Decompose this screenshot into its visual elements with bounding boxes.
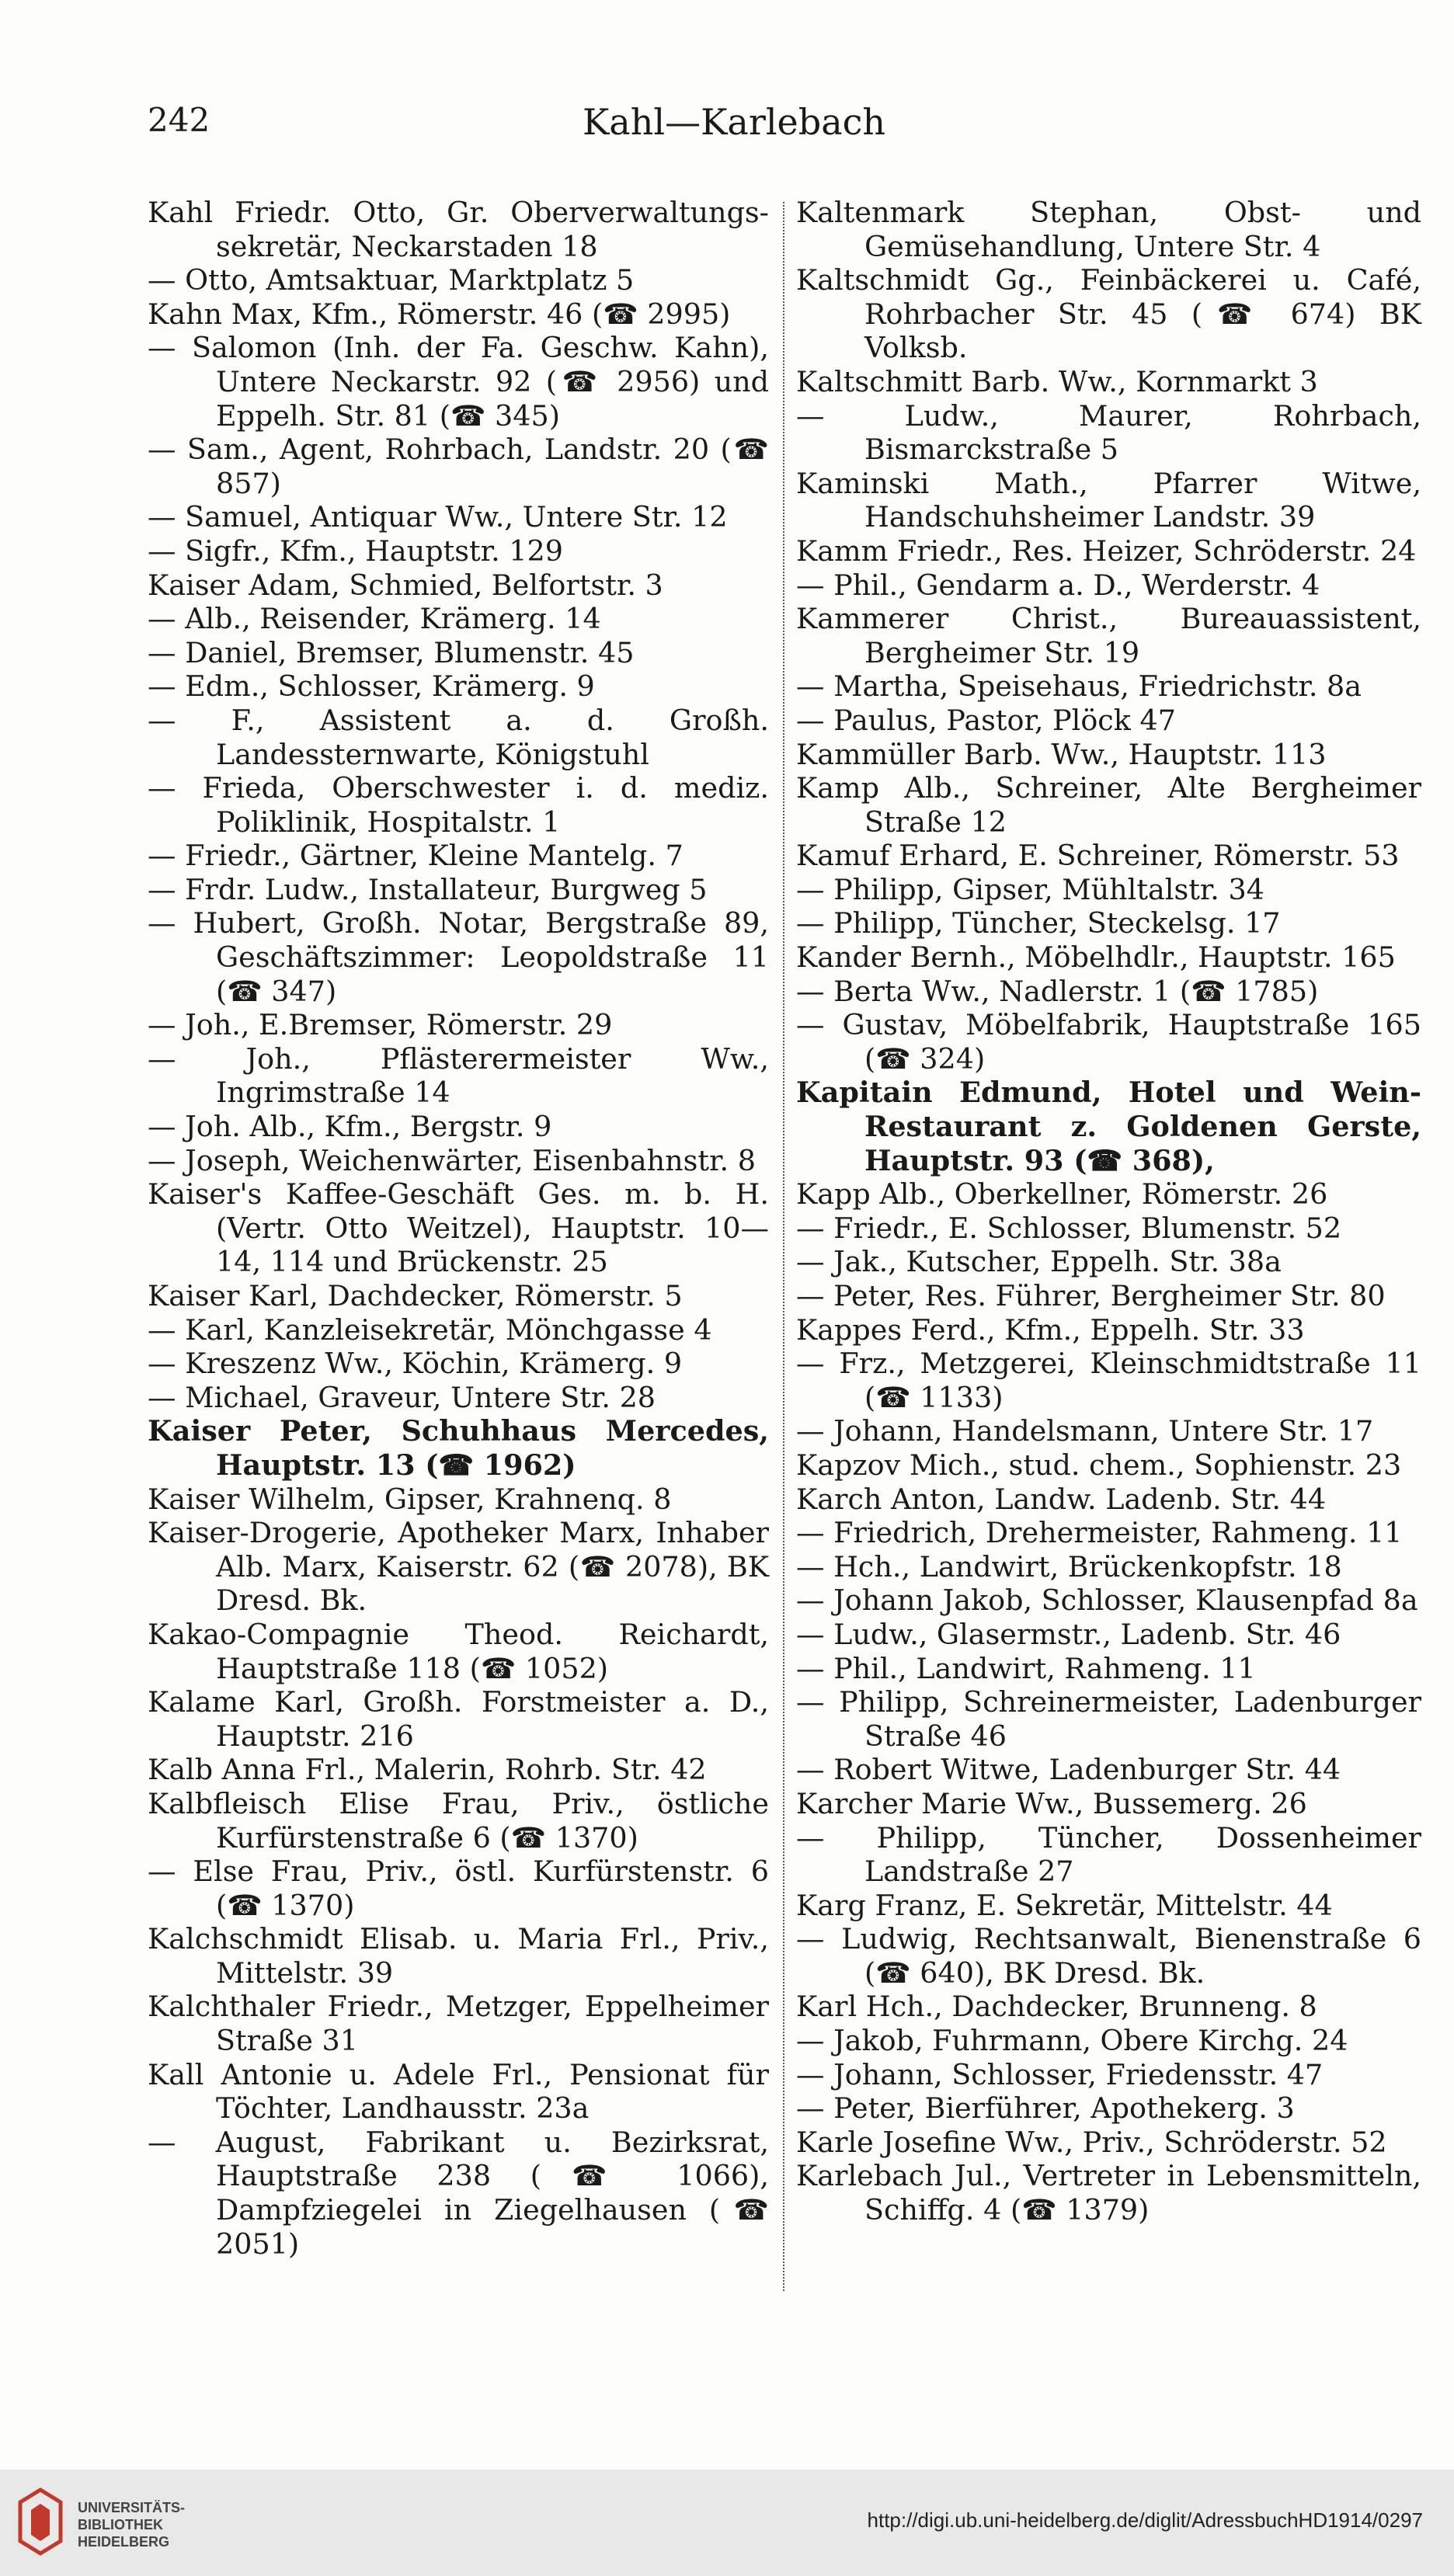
- page-header: [148, 101, 1320, 155]
- directory-entry: Kamp Alb., Schreiner, Alte Bergheimer Straße 12: [796, 771, 1421, 839]
- directory-entry: Kaiser's Kaffee-Geschäft Ges. m. b. H. (Vertr. Otto Weitzel), Hauptstr. 10—14, 114 und Brückenstr. 25: [148, 1177, 769, 1279]
- directory-columns: [148, 196, 1421, 2308]
- directory-entry: — Hubert, Großh. Notar, Bergstraße 89, Geschäftszimmer: Leopoldstraße 11 (☎ 347): [148, 906, 769, 1008]
- directory-entry: — Joh., E.Bremser, Römerstr. 29: [148, 1008, 613, 1042]
- directory-entry: — Else Frau, Priv., östl. Kurfürstenstr. 6 (☎ 1370): [148, 1855, 769, 1922]
- directory-entry: — Ludw., Glasermstr., Ladenb. Str. 46: [796, 1617, 1341, 1651]
- directory-entry: Kalb Anna Frl., Malerin, Rohrb. Str. 42: [148, 1753, 707, 1787]
- directory-entry: Kapitain Edmund, Hotel und Wein-Restaurant z. Goldenen Gerste, Hauptstr. 93 (☎ 368),: [796, 1076, 1421, 1177]
- directory-entry: Kappes Ferd., Kfm., Eppelh. Str. 33: [796, 1312, 1305, 1347]
- directory-entry: — Friedr., E. Schlosser, Blumenstr. 52: [796, 1211, 1342, 1245]
- directory-entry: — Edm., Schlosser, Krämerg. 9: [148, 669, 595, 704]
- directory-entry: — Peter, Res. Führer, Bergheimer Str. 80: [796, 1279, 1386, 1312]
- directory-entry: — Peter, Bierführer, Apothekerg. 3: [796, 2091, 1295, 2126]
- directory-entry: — Frdr. Ludw., Installateur, Burgweg 5: [148, 872, 708, 906]
- directory-entry: Kammerer Christ., Bureauassistent, Bergheimer Str. 19: [796, 602, 1421, 669]
- directory-entry: Kapzov Mich., stud. chem., Sophienstr. 23: [796, 1448, 1402, 1482]
- directory-entry: — Sam., Agent, Rohrbach, Landstr. 20 (☎ 857): [148, 433, 769, 500]
- library-name: [78, 2499, 185, 2550]
- directory-entry: — Joseph, Weichenwärter, Eisenbahnstr. 8: [148, 1143, 756, 1177]
- library-name-line: UNIVERSITÄTS-: [78, 2500, 186, 2515]
- directory-entry: — Friedrich, Drehermeister, Rahmeng. 11: [796, 1516, 1403, 1550]
- directory-entry: — Joh. Alb., Kfm., Bergstr. 9: [148, 1110, 552, 1144]
- directory-entry: — Frieda, Oberschwester i. d. mediz. Poliklinik, Hospitalstr. 1: [148, 771, 769, 839]
- directory-entry: Kamm Friedr., Res. Heizer, Schröderstr. 24: [796, 534, 1417, 568]
- directory-entry: Karg Franz, E. Sekretär, Mittelstr. 44: [796, 1888, 1333, 1922]
- directory-entry: — Johann, Handelsmann, Untere Str. 17: [796, 1414, 1374, 1448]
- directory-entry: Kalame Karl, Großh. Forstmeister a. D., Hauptstr. 216: [148, 1685, 769, 1753]
- viewer-footer: [0, 2470, 1454, 2576]
- directory-entry: — Berta Ww., Nadlerstr. 1 (☎ 1785): [796, 974, 1319, 1008]
- directory-entry: Kaiser Wilhelm, Gipser, Krahnenq. 8: [148, 1482, 672, 1516]
- directory-entry: Kaiser Adam, Schmied, Belfortstr. 3: [148, 568, 663, 602]
- directory-entry: — Samuel, Antiquar Ww., Untere Str. 12: [148, 500, 728, 534]
- directory-entry: — Johann Jakob, Schlosser, Klausenpfad 8a: [796, 1583, 1418, 1618]
- directory-entry: Kalbfleisch Elise Frau, Priv., östliche Kurfürstenstraße 6 (☎ 1370): [148, 1786, 769, 1855]
- directory-entry: — Otto, Amtsaktuar, Marktplatz 5: [148, 263, 635, 297]
- directory-entry: Kaltschmitt Barb. Ww., Kornmarkt 3: [796, 364, 1318, 398]
- directory-entry: Kaiser Peter, Schuhhaus Mercedes, Hauptstr. 13 (☎ 1962): [148, 1414, 769, 1482]
- directory-entry: Kalchschmidt Elisab. u. Maria Frl., Priv., Mittelstr. 39: [148, 1922, 769, 1990]
- directory-entry: — Paulus, Pastor, Plöck 47: [796, 703, 1176, 737]
- column-divider: [783, 202, 784, 2291]
- directory-entry: — Martha, Speisehaus, Friedrichstr. 8a: [796, 669, 1362, 704]
- directory-entry: — Phil., Gendarm a. D., Werderstr. 4: [796, 568, 1320, 602]
- directory-entry: Kaminski Math., Pfarrer Witwe, Handschuhsheimer Landstr. 39: [796, 466, 1421, 534]
- directory-entry: — Robert Witwe, Ladenburger Str. 44: [796, 1753, 1341, 1787]
- directory-entry: — Hch., Landwirt, Brückenkopfstr. 18: [796, 1549, 1342, 1583]
- directory-entry: — Ludw., Maurer, Rohrbach, Bismarckstraße 5: [796, 398, 1421, 467]
- directory-entry: Kaltenmark Stephan, Obst- und Gemüsehandlung, Untere Str. 4: [796, 196, 1421, 263]
- directory-entry: Kakao-Compagnie Theod. Reichardt, Hauptstraße 118 (☎ 1052): [148, 1617, 769, 1685]
- directory-entry: Karle Josefine Ww., Priv., Schröderstr. 52: [796, 2125, 1387, 2159]
- directory-entry: Kaltschmidt Gg., Feinbäckerei u. Café, Rohrbacher Str. 45 (☎ 674) BK Volksb.: [796, 263, 1421, 365]
- right-column: [796, 196, 1421, 2227]
- directory-entry: — Michael, Graveur, Untere Str. 28: [148, 1380, 656, 1414]
- directory-entry: — Gustav, Möbelfabrik, Hauptstraße 165 (☎ 324): [796, 1008, 1421, 1076]
- page-number: 242: [148, 101, 210, 139]
- directory-entry: Karlebach Jul., Vertreter in Lebensmitteln, Schiffg. 4 (☎ 1379): [796, 2159, 1421, 2227]
- directory-entry: — Daniel, Bremser, Blumenstr. 45: [148, 635, 635, 669]
- directory-entry: — Ludwig, Rechtsanwalt, Bienenstraße 6 (☎ 640), BK Dresd. Bk.: [796, 1922, 1421, 1990]
- source-url-link[interactable]: http://digi.ub.uni-heidelberg.de/diglit/AdressbuchHD1914/0297: [867, 2508, 1423, 2532]
- directory-entry: — Karl, Kanzleisekretär, Mönchgasse 4: [148, 1312, 712, 1347]
- directory-entry: — Frz., Metzgerei, Kleinschmidtstraße 11 (☎ 1133): [796, 1347, 1421, 1414]
- directory-entry: Kahn Max, Kfm., Römerstr. 46 (☎ 2995): [148, 297, 731, 331]
- directory-entry: — Sigfr., Kfm., Hauptstr. 129: [148, 534, 563, 568]
- directory-entry: — Philipp, Tüncher, Dossenheimer Landstraße 27: [796, 1820, 1421, 1889]
- library-name-line: HEIDELBERG: [78, 2534, 170, 2550]
- directory-entry: Kapp Alb., Oberkellner, Römerstr. 26: [796, 1177, 1328, 1212]
- directory-entry: — F., Assistent a. d. Großh. Landessternwarte, Königstuhl: [148, 703, 769, 771]
- university-library-logo-icon: [17, 2487, 64, 2557]
- directory-entry: Kander Bernh., Möbelhdlr., Hauptstr. 165: [796, 940, 1396, 975]
- directory-entry: — Jak., Kutscher, Eppelh. Str. 38a: [796, 1245, 1282, 1279]
- directory-entry: — Friedr., Gärtner, Kleine Mantelg. 7: [148, 839, 684, 873]
- directory-entry: Kalchthaler Friedr., Metzger, Eppelheimer Straße 31: [148, 1990, 769, 2058]
- running-title: Kahl—Karlebach: [582, 101, 886, 143]
- library-name-line: BIBLIOTHEK: [78, 2517, 163, 2533]
- directory-entry: Karcher Marie Ww., Bussemerg. 26: [796, 1786, 1307, 1820]
- directory-entry: — Philipp, Gipser, Mühltalstr. 34: [796, 872, 1264, 906]
- directory-entry: Kamuf Erhard, E. Schreiner, Römerstr. 53: [796, 839, 1400, 873]
- directory-entry: — Johann, Schlosser, Friedensstr. 47: [796, 2057, 1324, 2091]
- directory-entry: — August, Fabrikant u. Bezirksrat, Hauptstraße 238 (☎ 1066), Dampfziegelei in Ziegelhausen (☎ 2051): [148, 2125, 769, 2261]
- directory-entry: Kammüller Barb. Ww., Hauptstr. 113: [796, 737, 1327, 771]
- left-column: [148, 196, 769, 2261]
- directory-entry: Karl Hch., Dachdecker, Brunneng. 8: [796, 1990, 1317, 2024]
- directory-entry: Kahl Friedr. Otto, Gr. Oberverwaltungs-sekretär, Neckarstaden 18: [148, 196, 769, 263]
- directory-entry: Kaiser-Drogerie, Apotheker Marx, Inhaber Alb. Marx, Kaiserstr. 62 (☎ 2078), BK Dresd. Bk.: [148, 1516, 769, 1618]
- directory-entry: — Salomon (Inh. der Fa. Geschw. Kahn), Untere Neckarstr. 92 (☎ 2956) und Eppelh. Str. 81 (☎ 345): [148, 331, 769, 433]
- directory-entry: — Philipp, Schreinermeister, Ladenburger Straße 46: [796, 1685, 1421, 1753]
- directory-entry: — Jakob, Fuhrmann, Obere Kirchg. 24: [796, 2024, 1348, 2058]
- directory-entry: — Alb., Reisender, Krämerg. 14: [148, 602, 601, 636]
- directory-entry: — Phil., Landwirt, Rahmeng. 11: [796, 1651, 1256, 1685]
- directory-entry: — Philipp, Tüncher, Steckelsg. 17: [796, 906, 1281, 940]
- directory-entry: Kall Antonie u. Adele Frl., Pensionat für Töchter, Landhausstr. 23a: [148, 2057, 769, 2126]
- directory-entry: Karch Anton, Landw. Ladenb. Str. 44: [796, 1482, 1327, 1516]
- directory-entry: Kaiser Karl, Dachdecker, Römerstr. 5: [148, 1279, 683, 1312]
- directory-entry: — Kreszenz Ww., Köchin, Krämerg. 9: [148, 1347, 683, 1381]
- directory-entry: — Joh., Pflästerermeister Ww., Ingrimstraße 14: [148, 1041, 769, 1110]
